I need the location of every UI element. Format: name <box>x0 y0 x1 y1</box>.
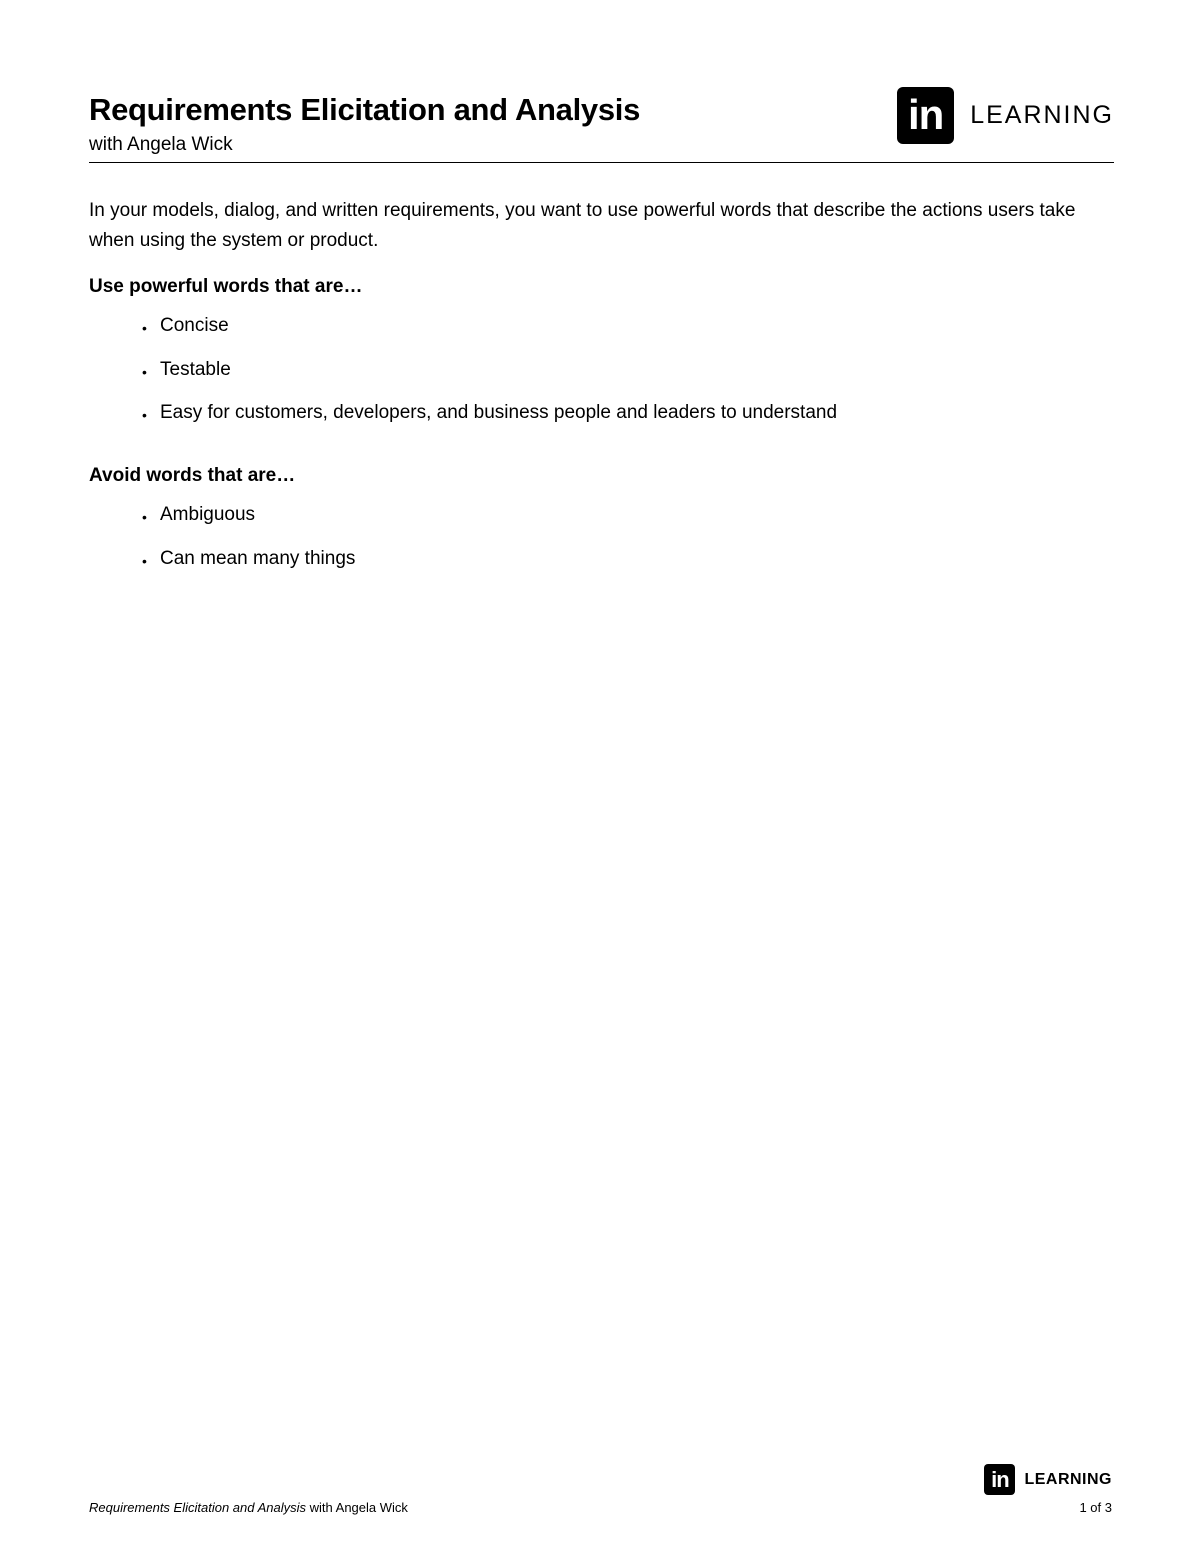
list-item: • Easy for customers, developers, and business people and leaders to understand <box>142 402 837 446</box>
footer-linkedin-learning-logo <box>984 1464 1112 1495</box>
footer-author: with Angela Wick <box>309 1500 408 1515</box>
logo-text: LEARNING <box>970 100 1114 129</box>
linkedin-in-icon: in <box>984 1464 1015 1495</box>
page-number: 1 of 3 <box>1079 1500 1112 1515</box>
footer-course-info <box>89 1500 408 1515</box>
page-title: Requirements Elicitation and Analysis <box>89 92 641 127</box>
page-header <box>89 88 1114 163</box>
bullet-icon: • <box>142 509 147 525</box>
use-words-list <box>142 315 837 446</box>
bullet-icon: • <box>142 407 147 423</box>
list-item: • Concise <box>142 315 837 359</box>
bullet-icon: • <box>142 363 147 380</box>
list-item: • Ambiguous <box>142 504 355 548</box>
footer-logo-text: LEARNING <box>1024 1470 1112 1488</box>
use-words-heading: Use powerful words that are… <box>89 276 363 297</box>
linkedin-in-icon: in <box>897 87 954 144</box>
avoid-words-list <box>142 504 355 591</box>
page-content <box>89 196 1109 569</box>
avoid-words-heading: Avoid words that are… <box>89 465 296 486</box>
header-divider <box>89 162 1114 163</box>
page-subtitle: with Angela Wick <box>89 134 233 155</box>
linkedin-learning-logo <box>897 86 1114 144</box>
footer-course-title: Requirements Elicitation and Analysis <box>89 1500 307 1515</box>
bullet-icon: • <box>142 552 147 569</box>
list-item: • Testable <box>142 359 837 403</box>
bullet-icon: • <box>142 320 147 336</box>
list-item: • Can mean many things <box>142 548 355 592</box>
intro-paragraph: In your models, dialog, and written requirements, you want to use powerful words that describe the actions users take when using the system or product. <box>89 200 1076 251</box>
